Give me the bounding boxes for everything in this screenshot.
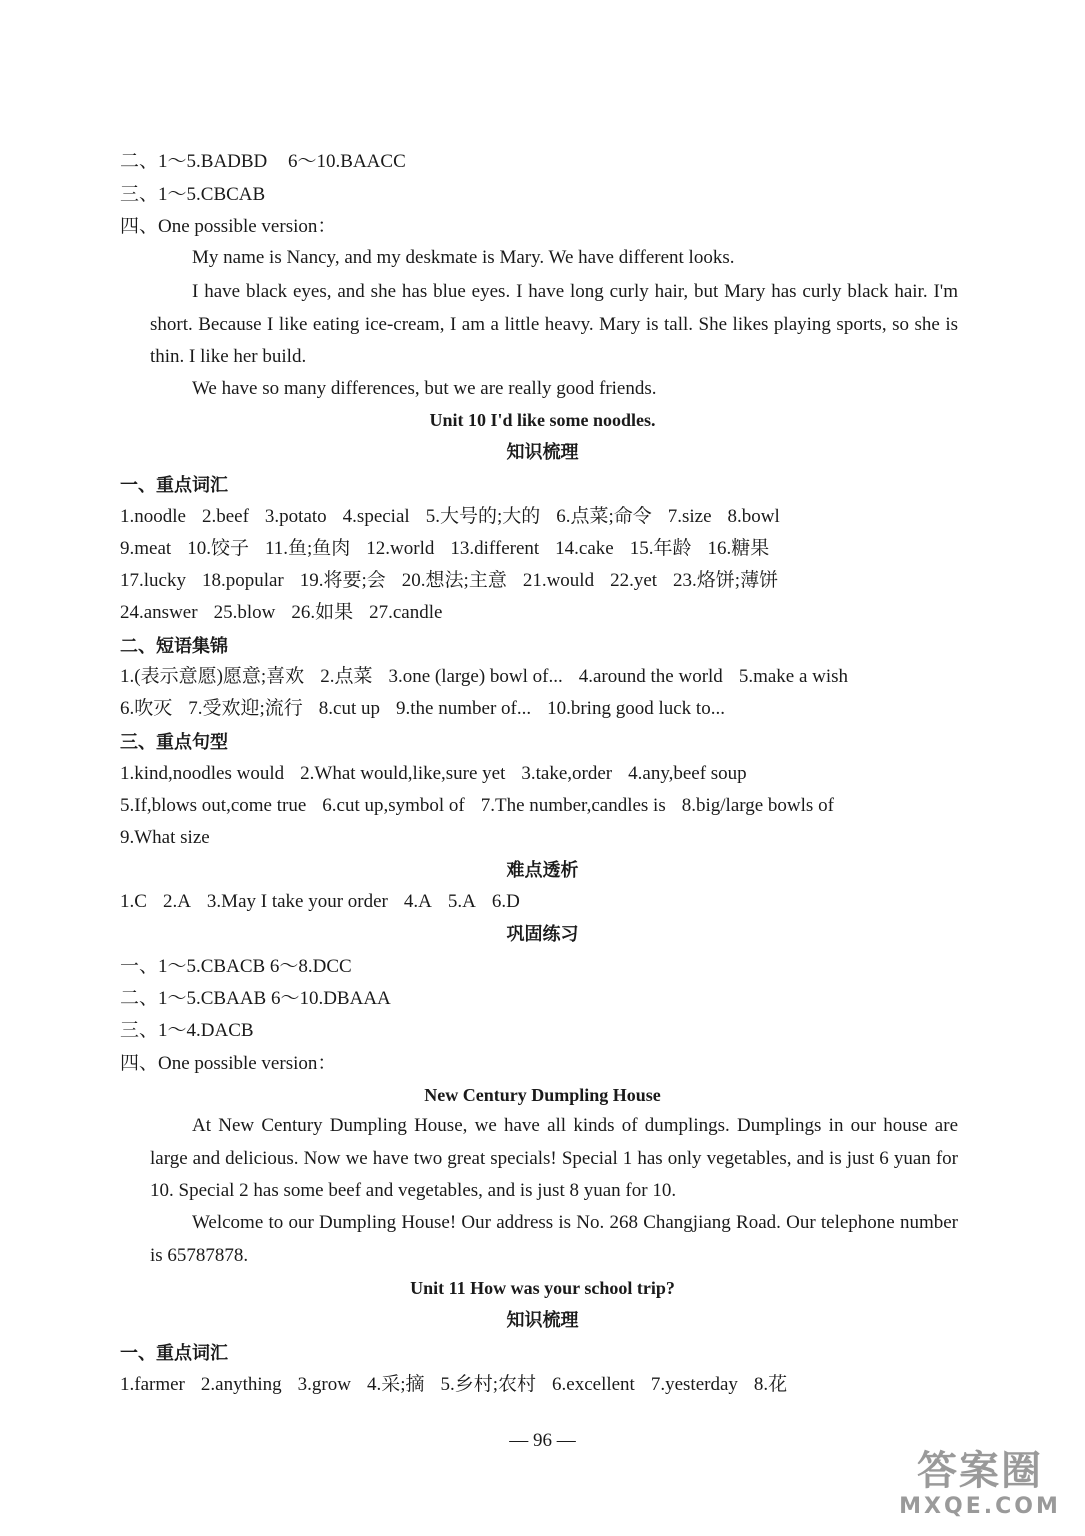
vocab-row: 24.answer 25.blow 26.如果 27.candle xyxy=(120,602,443,623)
essay-paragraph: Welcome to our Dumpling House! Our address is No. 268 Changjiang Road. Our telephone number is 65787878. xyxy=(150,1212,958,1266)
vocab-row: 1.farmer 2.anything 3.grow 4.采;摘 5.乡村;农村 6.excellent 7.yesterday 8.花 xyxy=(120,1374,788,1395)
sentence-row: 1.kind,noodles would 2.What would,like,sure yet 3.take,order 4.any,beef soup xyxy=(120,763,747,784)
vocab-row: 17.lucky 18.popular 19.将要;会 20.想法;主意 21.would 22.yet 23.烙饼;薄饼 xyxy=(120,570,779,591)
essay-title: New Century Dumpling House xyxy=(424,1085,661,1105)
answer-group: 6～10.BAACC xyxy=(288,151,406,172)
essay-paragraph: We have so many differences, but we are really good friends. xyxy=(192,378,657,399)
answer-group: 1～5.BADBD xyxy=(158,151,268,172)
version-label: 四、One possible version： xyxy=(120,216,337,237)
watermark-text: 答案圈 xyxy=(917,1448,1043,1494)
phrase-row: 6.吹灭 7.受欢迎;流行 8.cut up 9.the number of... 10.bring good luck to... xyxy=(120,698,725,719)
phrase-row: 1.(表示意愿)愿意;喜欢 2.点菜 3.one (large) bowl of... 4.around the world 5.make a wish xyxy=(120,666,849,687)
answer-group: 1～5.CBCAB xyxy=(158,184,266,205)
section-heading: 知识梳理 xyxy=(506,442,579,462)
section-heading: 难点透析 xyxy=(506,860,579,880)
watermark-url: MXQE.COM xyxy=(899,1494,1061,1519)
page-number: — 96 — xyxy=(509,1430,576,1451)
essay-paragraph: My name is Nancy, and my deskmate is Mary. We have different looks. xyxy=(192,247,735,268)
answer-line: 三、1～5.CBCAB xyxy=(120,184,266,205)
sentence-row: 9.What size xyxy=(120,827,210,848)
section-heading: 知识梳理 xyxy=(506,1310,579,1330)
vocab-row: 1.noodle 2.beef 3.potato 4.special 5.大号的;大的 6.点菜;命令 7.size 8.bowl xyxy=(120,506,780,527)
answer-line: 一、1～5.CBACB 6～8.DCC xyxy=(120,956,352,977)
answer-row: 1.C 2.A 3.May I take your order 4.A 5.A 6.D xyxy=(120,891,520,912)
subsection-heading: 一、重点词汇 xyxy=(120,475,228,495)
version-label: 四、One possible version： xyxy=(120,1053,337,1074)
subsection-heading: 三、重点句型 xyxy=(120,732,228,752)
watermark-logo xyxy=(895,1448,1065,1528)
section-heading: 巩固练习 xyxy=(506,924,579,944)
answer-line: 三、1～4.DACB xyxy=(120,1020,254,1041)
essay-paragraph: At New Century Dumpling House, we have all kinds of dumplings. Dumplings in our house are large and delicious. Now we have two great specials! Special 1 has only vegetables, and is just 6 yuan for 10. Special 2 has some beef and vegetables, and is just 8 yuan for 10. xyxy=(150,1115,958,1201)
answer-line: 二、1～5.CBAAB 6～10.DBAAA xyxy=(120,988,391,1009)
essay-paragraph: I have black eyes, and she has blue eyes. I have long curly hair, but Mary has curly black hair. I'm short. Because I like eating ice-cream, I am a little heavy. Mary is tall. She likes playing sports, so she is thin. I like her build. xyxy=(150,281,958,367)
unit-title: Unit 10 I'd like some noodles. xyxy=(429,410,656,430)
subsection-heading: 一、重点词汇 xyxy=(120,1343,228,1363)
unit-title: Unit 11 How was your school trip? xyxy=(410,1278,675,1298)
vocab-row: 9.meat 10.饺子 11.鱼;鱼肉 12.world 13.different 14.cake 15.年龄 16.糖果 xyxy=(120,538,770,559)
subsection-heading: 二、短语集锦 xyxy=(120,636,228,656)
answer-line: 二、1～5.BADBD 6～10.BAACC xyxy=(120,151,406,172)
sentence-row: 5.If,blows out,come true 6.cut up,symbol of 7.The number,candles is 8.big/large bowls of xyxy=(120,795,834,816)
